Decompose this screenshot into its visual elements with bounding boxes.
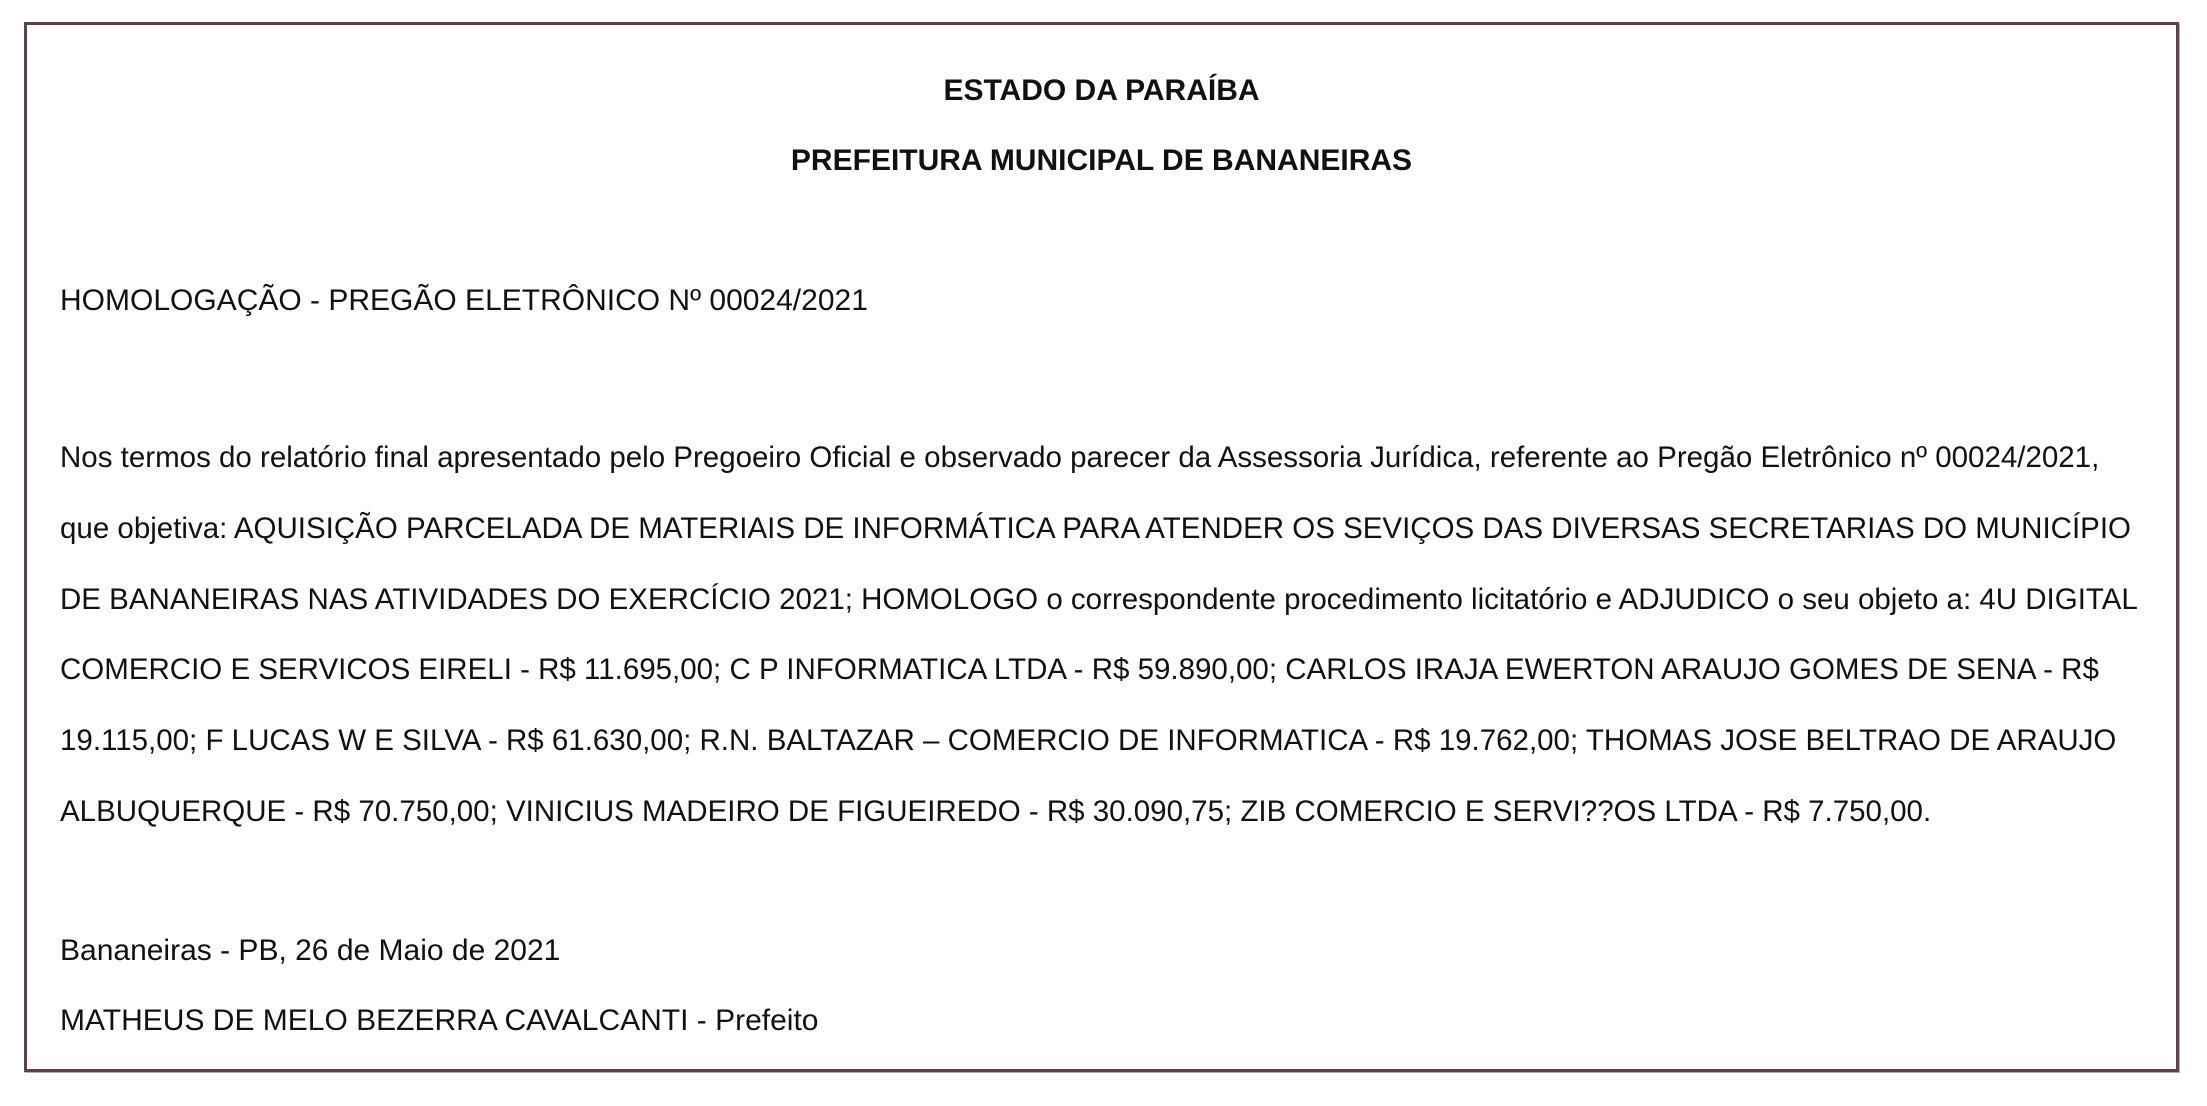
prefecture-heading: PREFEITURA MUNICIPAL DE BANANEIRAS xyxy=(790,144,1413,177)
signatory: MATHEUS DE MELO BEZERRA CAVALCANTI - Prefeito xyxy=(60,1004,819,1037)
place-date: Bananeiras - PB, 26 de Maio de 2021 xyxy=(60,934,561,967)
notice-title: HOMOLOGAÇÃO - PREGÃO ELETRÔNICO Nº 00024/2021 xyxy=(60,284,868,317)
state-heading: ESTADO DA PARAÍBA xyxy=(943,74,1260,107)
document-frame xyxy=(24,22,2179,1072)
notice-body: Nos termos do relatório final apresentado pelo Pregoeiro Oficial e observado parecer da Assessoria Jurídica, referente ao Pregão Eletrônico nº 00024/2021, que objetiva: AQUISIÇÃO PARCELADA DE MATERIAIS DE INFORMÁTICA PARA ATENDER OS SEVIÇOS DAS DIVERSAS SECRETARIAS DO MUNICÍPIO DE BANANEIRAS NAS ATIVIDADES DO EXERCÍCIO 2021; HOMOLOGO o correspondente procedimento licitatório e ADJUDICO o seu objeto a: 4U DIGITAL COMERCIO E SERVICOS EIRELI - R$ 11.695,00; C P INFORMATICA LTDA - R$ 59.890,00; CARLOS IRAJA EWERTON ARAUJO GOMES DE SENA - R$ 19.115,00; F LUCAS W E SILVA - R$ 61.630,00; R.N. BALTAZAR – COMERCIO DE INFORMATICA - R$ 19.762,00; THOMAS JOSE BELTRAO DE ARAUJO ALBUQUERQUE - R$ 70.750,00; VINICIUS MADEIRO DE FIGUEIREDO - R$ 30.090,75; ZIB COMERCIO E SERVI??OS LTDA - R$ 7.750,00. xyxy=(60,441,2137,828)
